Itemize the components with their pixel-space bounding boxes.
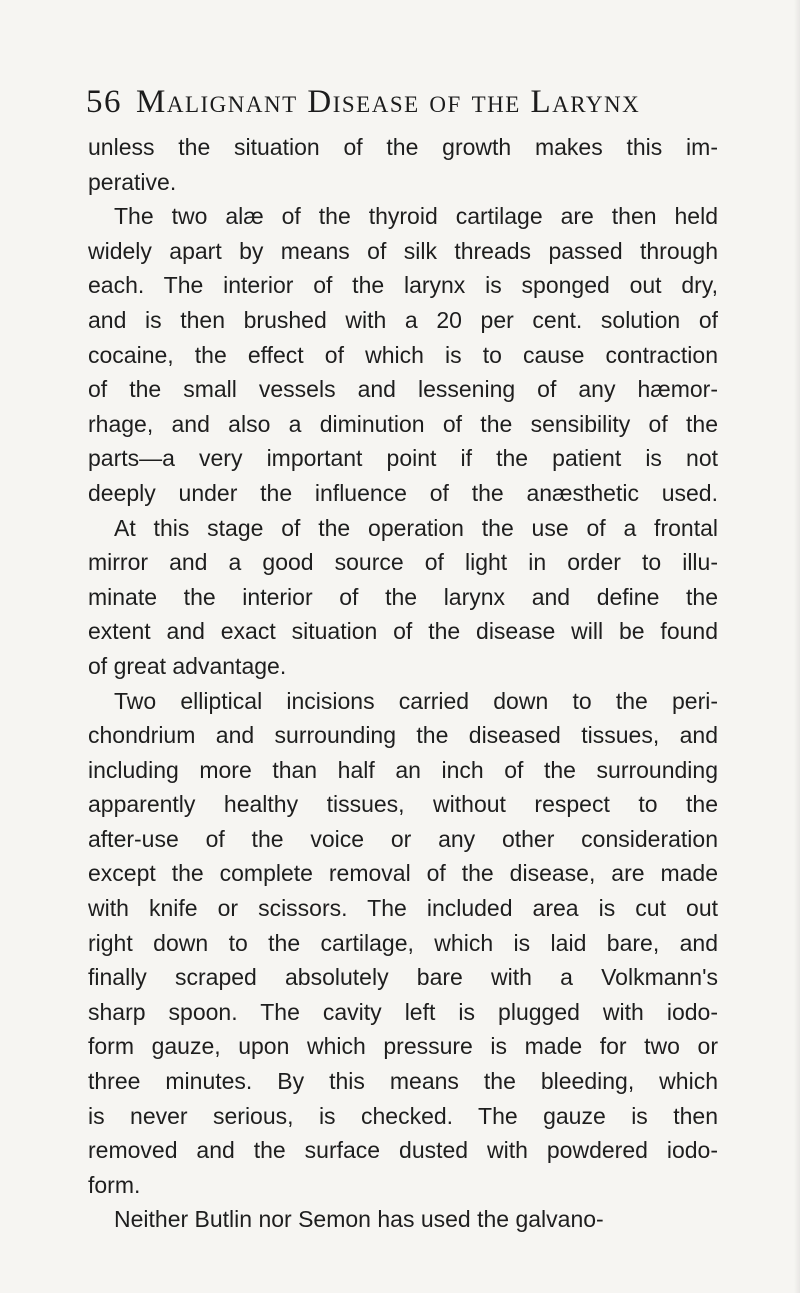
text-line: apparently healthy tissues, without respect to the xyxy=(88,791,718,818)
text-line: cocaine, the effect of which is to cause contraction xyxy=(88,341,718,368)
text-line: deeply under the influence of the anæsthetic used. xyxy=(88,479,718,506)
page-number: 56 xyxy=(86,84,122,120)
text-line: and is then brushed with a 20 per cent. solution of xyxy=(88,306,718,333)
text-line: except the complete removal of the disease, are made xyxy=(88,860,718,887)
text-line: minate the interior of the larynx and define the xyxy=(88,583,718,610)
text-line: is never serious, is checked. The gauze is then xyxy=(88,1102,718,1129)
text-line: with knife or scissors. The included area is cut out xyxy=(88,895,718,922)
text-line: form. xyxy=(88,1171,141,1198)
text-line: At this stage of the operation the use of a frontal xyxy=(114,514,718,541)
text-line: sharp spoon. The cavity left is plugged with iodo- xyxy=(88,998,718,1025)
text-line: chondrium and surrounding the diseased tissues, and xyxy=(88,722,718,749)
text-line: finally scraped absolutely bare with a Volkmann's xyxy=(88,964,718,991)
text-line: Two elliptical incisions carried down to the peri- xyxy=(114,687,718,714)
text-line: extent and exact situation of the disease will be found xyxy=(88,618,718,645)
text-line: of great advantage. xyxy=(88,652,287,679)
text-line: after-use of the voice or any other consideration xyxy=(88,825,718,852)
text-line: each. The interior of the larynx is sponged out dry, xyxy=(88,272,718,299)
text-line: Neither Butlin nor Semon has used the galvano- xyxy=(114,1206,604,1233)
text-line: of the small vessels and lessening of any hæmor- xyxy=(88,376,718,403)
text-line: three minutes. By this means the bleeding, which xyxy=(88,1068,718,1095)
text-line: unless the situation of the growth makes this im- xyxy=(88,134,718,160)
text-line: widely apart by means of silk threads passed through xyxy=(88,237,718,264)
text-line: rhage, and also a diminution of the sensibility of the xyxy=(88,410,718,437)
text-line: removed and the surface dusted with powdered iodo- xyxy=(88,1137,718,1164)
text-line: mirror and a good source of light in order to illu- xyxy=(88,549,718,576)
text-line: parts—a very important point if the patient is not xyxy=(88,445,718,472)
body-text xyxy=(88,130,718,1237)
text-line: perative. xyxy=(88,168,177,195)
running-header xyxy=(86,80,726,124)
text-line: form gauze, upon which pressure is made for two or xyxy=(88,1033,718,1060)
text-line: The two alæ of the thyroid cartilage are then held xyxy=(114,203,718,230)
text-line: including more than half an inch of the surrounding xyxy=(88,756,718,783)
text-line: right down to the cartilage, which is laid bare, and xyxy=(88,929,718,956)
running-title: Malignant Disease of the Larynx xyxy=(136,84,641,120)
